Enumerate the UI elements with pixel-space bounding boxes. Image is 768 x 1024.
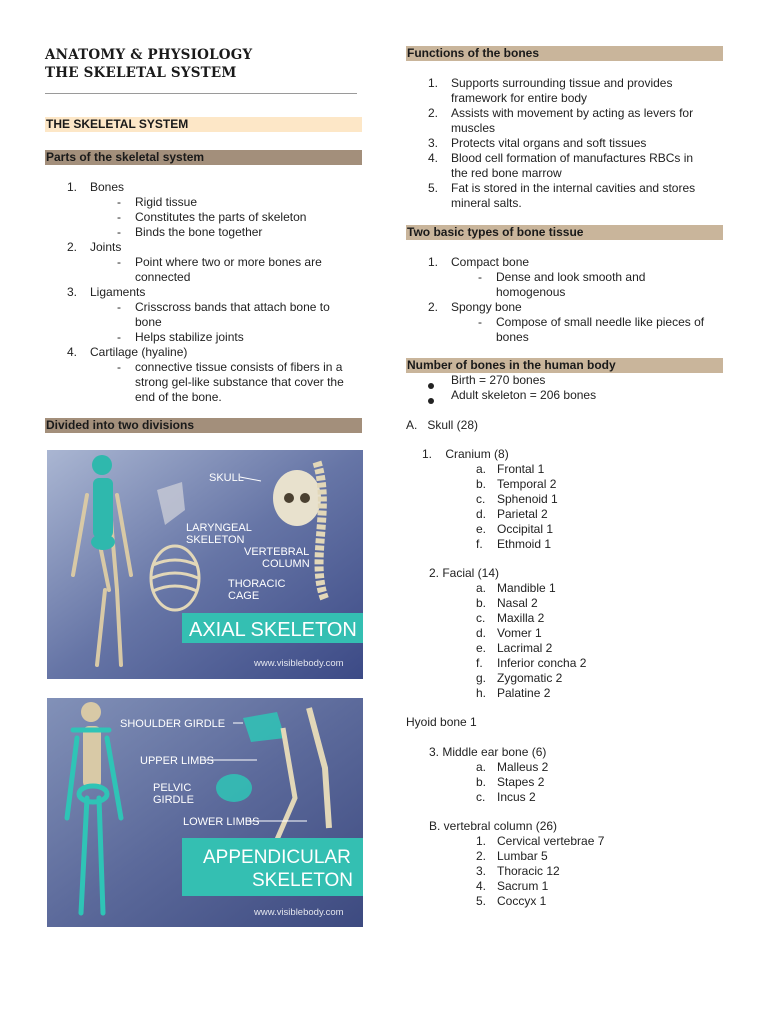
label-laryngeal-2: SKELETON [186, 534, 245, 546]
list-sub-item: - Rigid tissue [117, 195, 198, 209]
list-item: c. Incus 2 [476, 790, 536, 804]
list-item: a. Mandible 1 [476, 581, 556, 595]
list-item: Adult skeleton = 206 bones [406, 388, 722, 403]
label-skull: SKULL [209, 472, 244, 484]
cranium-heading: 1. Cranium (8) [422, 447, 509, 461]
parts-list [45, 180, 361, 405]
section-header-divisions: Divided into two divisions [45, 418, 362, 433]
axial-credit: www.visiblebody.com [254, 658, 344, 669]
list-sub-item: - Compose of small needle like pieces of bones [478, 315, 705, 344]
list-item: e. Occipital 1 [476, 522, 554, 536]
label-pelvic-1: PELVIC [153, 782, 192, 794]
list-item: 2. Joints [67, 240, 122, 254]
list-item: 1. Compact bone [428, 255, 530, 269]
list-item: d. Vomer 1 [476, 626, 542, 640]
vertebral-list [406, 834, 722, 909]
label-pelvic-2: GIRDLE [153, 794, 194, 806]
pelvic-girdle-illustration [216, 774, 252, 802]
list-sub-item: - connective tissue consists of fibers in a strong gel-like substance that cover the end of the bone. [117, 360, 344, 404]
list-item: h. Palatine 2 [476, 686, 551, 700]
vertebral-heading: B. vertebral column (26) [429, 819, 558, 833]
list-item: 4. Cartilage (hyaline) [67, 345, 188, 359]
bullet-icon [428, 398, 434, 404]
list-sub-item: - Binds the bone together [117, 225, 263, 239]
section-header-parts: Parts of the skeletal system [45, 150, 362, 165]
list-item: 1. Cervical vertebrae 7 [476, 834, 605, 848]
list-item: 1. Bones [67, 180, 125, 194]
label-shoulder-girdle: SHOULDER GIRDLE [120, 718, 226, 730]
list-item: 4. Blood cell formation of manufactures RBCs in the red bone marrow [428, 151, 694, 180]
list-item: Birth = 270 bones [406, 373, 722, 388]
list-item: 2. Assists with movement by acting as levers for muscles [428, 106, 694, 135]
middle-ear-heading: 3. Middle ear bone (6) [429, 745, 547, 759]
list-sub-item: - Crisscross bands that attach bone to bone [117, 300, 330, 329]
list-item: d. Parietal 2 [476, 507, 548, 521]
list-item: b. Stapes 2 [476, 775, 545, 789]
skull-heading: A. Skull (28) [406, 418, 479, 432]
appendicular-skeleton-figure [47, 698, 363, 927]
functions-list [406, 76, 722, 211]
appendicular-credit: www.visiblebody.com [254, 907, 344, 918]
list-item: 5. Fat is stored in the internal cavities and stores mineral salts. [428, 181, 696, 210]
list-item: a. Frontal 1 [476, 462, 545, 476]
list-item: 5. Coccyx 1 [476, 894, 547, 908]
list-sub-item: - Helps stabilize joints [117, 330, 244, 344]
list-item: c. Sphenoid 1 [476, 492, 558, 506]
label-vertebral-1: VERTEBRAL [244, 546, 310, 558]
list-item: b. Nasal 2 [476, 596, 538, 610]
title-line-1: ANATOMY & PHYSIOLOGY [45, 47, 253, 63]
list-item: 1. Supports surrounding tissue and provides framework for entire body [428, 76, 673, 105]
label-thoracic-2: CAGE [228, 590, 260, 602]
facial-list [406, 581, 722, 701]
list-item: e. Lacrimal 2 [476, 641, 553, 655]
middle-ear-list [406, 760, 722, 805]
bone-count-list [406, 373, 722, 403]
label-thoracic-1: THORACIC [228, 578, 286, 590]
document-title [45, 46, 252, 82]
cranium-list [406, 462, 722, 552]
axial-skeleton-illustration [47, 450, 363, 679]
skull-illustration [273, 470, 321, 526]
list-sub-item: - Constitutes the parts of skeleton [117, 210, 307, 224]
axial-skeleton-figure [47, 450, 363, 679]
list-item: 2. Spongy bone [428, 300, 522, 314]
label-vertebral-2: COLUMN [262, 558, 310, 570]
label-upper-limbs: UPPER LIMBS [140, 755, 214, 767]
section-header-functions: Functions of the bones [406, 46, 723, 61]
list-item: 3. Thoracic 12 [476, 864, 560, 878]
hyoid-heading: Hyoid bone 1 [406, 715, 477, 729]
appendicular-banner-text-1: APPENDICULAR [203, 847, 351, 868]
title-line-2: THE SKELETAL SYSTEM [45, 65, 237, 81]
list-item: g. Zygomatic 2 [476, 671, 563, 685]
label-lower-limbs: LOWER LIMBS [183, 816, 260, 828]
skeleton-figure [81, 702, 101, 788]
list-sub-item: - Point where two or more bones are connected [117, 255, 322, 284]
facial-heading: 2. Facial (14) [429, 566, 500, 580]
list-item: a. Malleus 2 [476, 760, 549, 774]
list-item: f. Ethmoid 1 [476, 537, 552, 551]
axial-banner-text: AXIAL SKELETON [189, 619, 357, 641]
list-item: b. Temporal 2 [476, 477, 557, 491]
list-item: 3. Protects vital organs and soft tissues [428, 136, 647, 150]
list-item: 3. Ligaments [67, 285, 146, 299]
label-laryngeal-1: LARYNGEAL [186, 522, 252, 534]
list-sub-item: - Dense and look smooth and homogenous [478, 270, 646, 299]
list-item: 2. Lumbar 5 [476, 849, 548, 863]
section-header-bone-tissue: Two basic types of bone tissue [406, 225, 723, 240]
title-divider [45, 93, 357, 94]
list-item: 4. Sacrum 1 [476, 879, 549, 893]
section-header-skeletal-system: THE SKELETAL SYSTEM [45, 117, 362, 132]
bone-tissue-list [406, 255, 722, 345]
list-item: f. Inferior concha 2 [476, 656, 587, 670]
appendicular-skeleton-illustration [47, 698, 363, 927]
appendicular-banner-text-2: SKELETON [252, 870, 354, 891]
section-header-number-of-bones: Number of bones in the human body [406, 358, 723, 373]
list-item: c. Maxilla 2 [476, 611, 545, 625]
